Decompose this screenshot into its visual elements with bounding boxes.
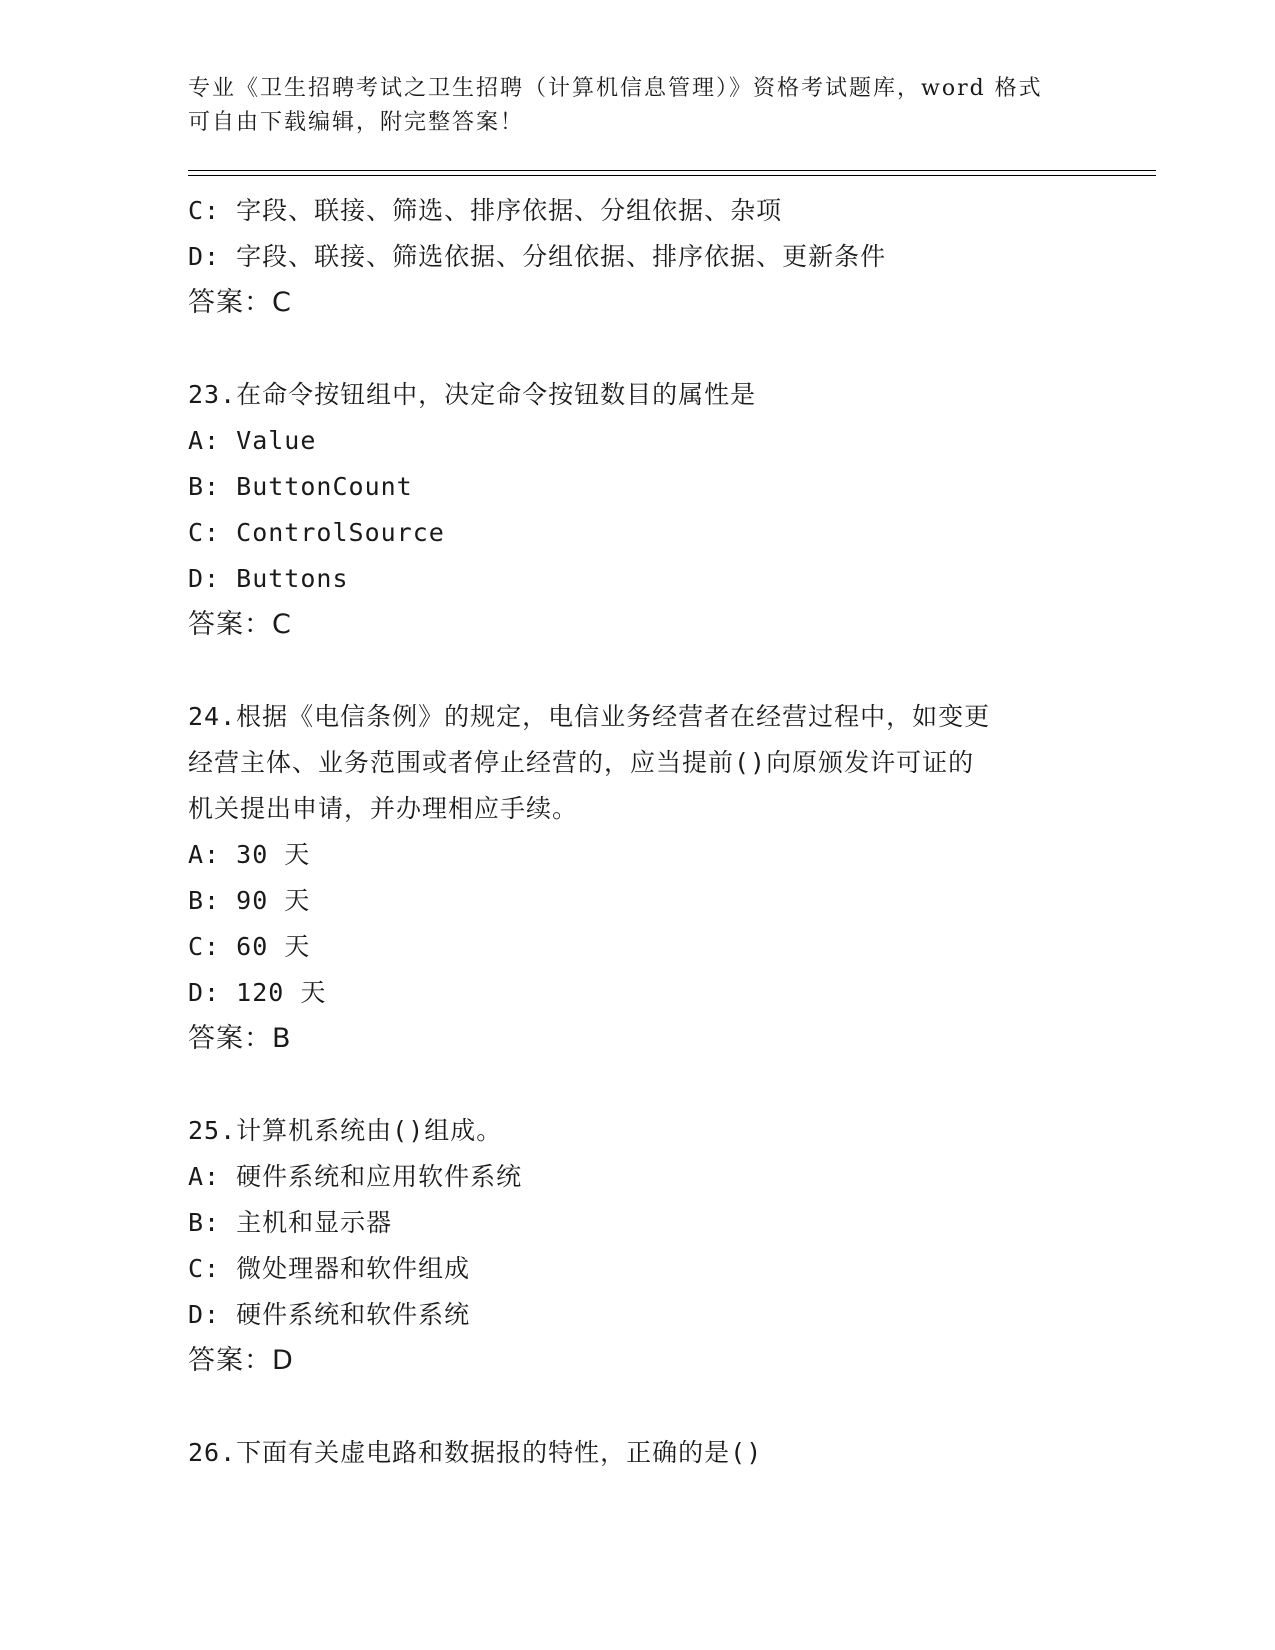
option-b: B: ButtonCount	[188, 472, 413, 501]
question-23	[188, 372, 1088, 648]
answer-line: 答案：D	[188, 1345, 294, 1376]
question-25	[188, 1108, 1088, 1384]
answer-line: 答案：B	[188, 1023, 292, 1054]
answer-line: 答案：C	[188, 287, 292, 318]
question-stem: 23.在命令按钮组中，决定命令按钮数目的属性是	[188, 380, 757, 409]
spacer	[188, 1062, 1088, 1108]
option-a: A: 硬件系统和应用软件系统	[188, 1162, 523, 1191]
option-d: D: 硬件系统和软件系统	[188, 1300, 471, 1329]
question-24	[188, 694, 1088, 1062]
option-c: C: ControlSource	[188, 518, 445, 547]
option-c: C: 字段、联接、筛选、排序依据、分组依据、杂项	[188, 196, 783, 225]
option-b: B: 主机和显示器	[188, 1208, 393, 1237]
question-stem: 25.计算机系统由()组成。	[188, 1116, 503, 1145]
question-stem-line-3: 机关提出申请，并办理相应手续。	[188, 794, 579, 823]
header-line-2: 可自由下载编辑，附完整答案！	[188, 110, 525, 135]
question-stem-line-1: 24.根据《电信条例》的规定，电信业务经营者在经营过程中，如变更	[188, 702, 991, 731]
option-a: A: 30 天	[188, 840, 311, 869]
option-b: B: 90 天	[188, 886, 311, 915]
question-stem-line-2: 经营主体、业务范围或者停止经营的，应当提前()向原颁发许可证的	[188, 748, 975, 777]
option-d: D: 120 天	[188, 978, 327, 1007]
question-stem: 26.下面有关虚电路和数据报的特性，正确的是()	[188, 1438, 763, 1467]
option-c: C: 60 天	[188, 932, 311, 961]
header-rule-bottom	[188, 175, 1156, 176]
question-list	[188, 188, 1088, 1476]
header-rule-top	[188, 170, 1156, 171]
question-22-continued	[188, 188, 1088, 326]
option-d: D: Buttons	[188, 564, 349, 593]
option-c: C: 微处理器和软件组成	[188, 1254, 471, 1283]
spacer	[188, 648, 1088, 694]
spacer	[188, 326, 1088, 372]
question-26	[188, 1430, 1088, 1476]
answer-line: 答案：C	[188, 609, 292, 640]
option-a: A: Value	[188, 426, 317, 455]
spacer	[188, 1384, 1088, 1430]
header-line-1: 专业《卫生招聘考试之卫生招聘（计算机信息管理）》资格考试题库，word 格式	[188, 76, 1043, 101]
option-d: D: 字段、联接、筛选依据、分组依据、排序依据、更新条件	[188, 242, 887, 271]
document-header	[188, 72, 1068, 140]
